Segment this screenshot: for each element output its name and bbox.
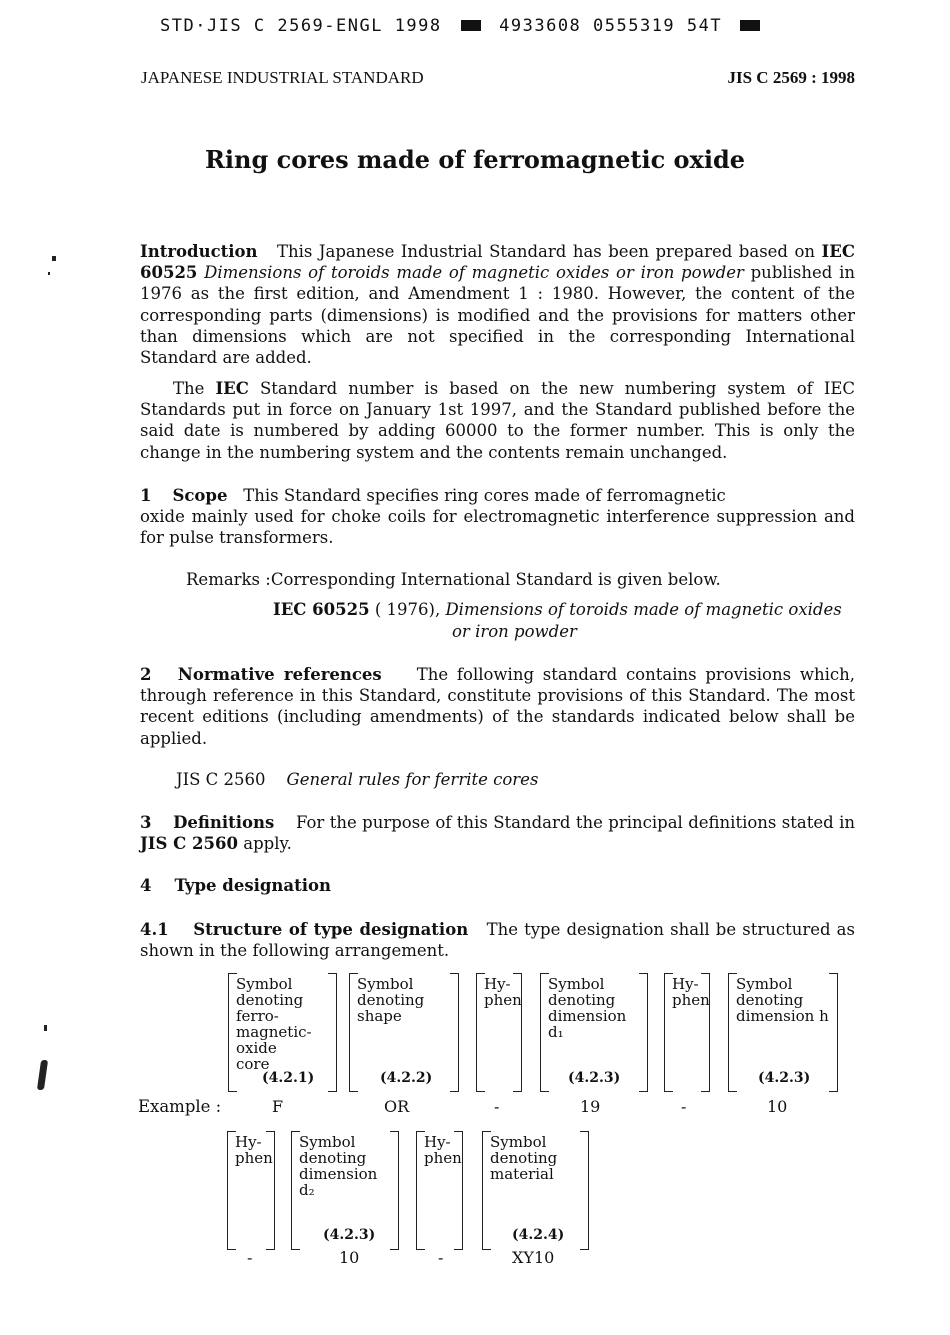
definitions-ref: JIS C 2560 (140, 834, 238, 854)
introduction-text: This Japanese Industrial Standard has been prepared based on (277, 242, 816, 261)
normative-ref-code: JIS C 2560 (176, 770, 266, 789)
cell-label-line: denoting (736, 991, 804, 1009)
running-header-right: JIS C 2569 : 1998 (727, 68, 855, 87)
row1-cell-label (548, 976, 643, 1040)
cell-label-line: Hy- (672, 975, 699, 993)
print-barcode: 4933608 0555319 54T (499, 16, 723, 36)
row2-cell-label (235, 1133, 273, 1167)
type-designation-heading (140, 876, 331, 895)
row2-cell-ref: (4.2.3) (323, 1227, 376, 1243)
introduction-text-cont: published in 1976 as the first edition, and Amendment 1 : 1980. However, the content of the corresponding parts (dimensions) is modified and the provisions for matters other than dimensions which are not specified in the corresponding International Standard are added. (140, 263, 855, 368)
type-designation-number: 4 (140, 876, 152, 895)
margin-mark (48, 272, 50, 275)
introduction-paragraph-1 (140, 241, 855, 368)
type-designation-title: Type designation (174, 876, 332, 895)
row1-cell-ref: (4.2.2) (380, 1070, 433, 1086)
intro2-text-a: The (173, 379, 205, 398)
cell-label-line: Symbol (548, 975, 605, 993)
cell-label-line: Hy- (484, 975, 511, 993)
cell-label-line: denoting (357, 991, 425, 1009)
example-label: Example : (138, 1097, 222, 1116)
row1-cell-label (736, 976, 833, 1024)
cell-label-line: d₂ (299, 1181, 315, 1199)
margin-mark (44, 1025, 47, 1031)
cell-label-line: phen (424, 1149, 462, 1167)
normative-section (140, 664, 855, 749)
scope-text: oxide mainly used for choke coils for electromagnetic interference suppression and for pulse transformers. (140, 507, 855, 548)
row2-cell-ref: (4.2.4) (512, 1227, 565, 1243)
row1-example-value: 10 (767, 1097, 788, 1116)
scope-number: 1 (140, 486, 152, 505)
barcode-block-2 (740, 20, 760, 31)
margin-mark (37, 1060, 48, 1090)
structure-heading: Structure of type designation (193, 920, 469, 939)
cell-label-line: denoting (236, 991, 304, 1009)
row1-example-value: - (681, 1097, 687, 1116)
row2-cell-label (490, 1134, 584, 1182)
normative-number: 2 (140, 665, 152, 684)
cell-label-line: denoting (548, 991, 616, 1009)
normative-text: The following standard contains provisions which, through reference in this Standard, constitute provisions of this Standard. The most recent editions (including amendments) of the standards indicated below shall be applied. (140, 665, 855, 748)
cell-label-line: material (490, 1165, 554, 1183)
page-title: Ring cores made of ferromagnetic oxide (204, 145, 746, 174)
row1-cell-ref: (4.2.1) (262, 1070, 315, 1086)
print-code: STD·JIS C 2569-ENGL 1998 (160, 16, 442, 36)
cell-label-line: Hy- (235, 1133, 262, 1151)
cell-label-line: dimension d₁ (548, 1007, 627, 1041)
cell-label-line: magnetic- (236, 1023, 312, 1041)
scope-ref (273, 600, 842, 619)
introduction-ref-title: Dimensions of toroids made of magnetic oxides or iron powder (204, 263, 744, 283)
definitions-section (140, 812, 855, 854)
row1-cell-label (484, 975, 522, 1009)
cell-label-line: denoting (490, 1149, 558, 1167)
scope-section (140, 485, 855, 549)
row2-example-value: - (438, 1248, 444, 1267)
intro2-iec: IEC (215, 379, 249, 398)
cell-label-line: ferro- (236, 1007, 279, 1025)
cell-label-line: shape (357, 1007, 402, 1025)
row1-cell-label (357, 976, 454, 1024)
scope-ref-title-1: Dimensions of toroids made of magnetic oxides (445, 600, 842, 619)
cell-label-line: Hy- (424, 1133, 451, 1151)
cell-label-line: oxide (236, 1039, 277, 1057)
structure-section (140, 919, 855, 961)
cell-label-line: Symbol (736, 975, 793, 993)
margin-mark (52, 256, 56, 261)
definitions-heading: Definitions (173, 813, 275, 832)
scope-ref-code: IEC 60525 (273, 600, 370, 619)
scope-heading: Scope (172, 486, 228, 505)
definitions-number: 3 (140, 813, 152, 832)
scope-ref-title-2: or iron powder (452, 622, 577, 641)
cell-label-line: phen (235, 1149, 273, 1167)
definitions-text: For the purpose of this Standard the principal definitions stated in (295, 813, 855, 832)
normative-ref (176, 770, 538, 789)
row1-cell-ref: (4.2.3) (758, 1070, 811, 1086)
intro2-text-b: Standard number is based on the new numbering system of IEC Standards put in force on January 1st 1997, and the Standard published before the said date is numbered by adding 60000 to the former number. This is only the change in the numbering system and the contents remain unchanged. (140, 379, 856, 462)
cell-label-line: dimension (299, 1165, 378, 1183)
structure-number: 4.1 (140, 920, 169, 939)
row2-example-value: 10 (339, 1248, 360, 1267)
row2-cell-label (424, 1133, 462, 1167)
scope-remarks: Remarks :Corresponding International Standard is given below. (186, 570, 721, 589)
row1-cell-label (236, 976, 332, 1072)
cell-label-line: core (236, 1055, 270, 1073)
cell-label-line: Symbol (236, 975, 293, 993)
cell-label-line: phen (672, 991, 710, 1009)
row2-cell-label (299, 1134, 394, 1198)
row2-example-value: XY10 (512, 1248, 555, 1267)
introduction-ref: IEC 60525 (140, 242, 855, 283)
row1-example-value: 19 (580, 1097, 601, 1116)
cell-label-line: Symbol (490, 1133, 547, 1151)
row2-example-value: - (247, 1248, 253, 1267)
scope-ref-year: ( 1976), (374, 600, 441, 619)
introduction-paragraph-2 (140, 378, 855, 463)
barcode-block-1 (461, 20, 481, 31)
normative-ref-title: General rules for ferrite cores (286, 770, 539, 789)
cell-label-line: Symbol (357, 975, 414, 993)
definitions-text-b: apply. (243, 834, 292, 854)
cell-label-line: phen (484, 991, 522, 1009)
row1-example-value: OR (384, 1097, 410, 1116)
row1-cell-ref: (4.2.3) (568, 1070, 621, 1086)
cell-label-line: Symbol (299, 1133, 356, 1151)
structure-text: The type designation shall be structured as shown in the following arrangement. (140, 920, 855, 961)
cell-label-line: denoting (299, 1149, 367, 1167)
introduction-heading: Introduction (140, 242, 258, 261)
print-header (160, 16, 760, 36)
row1-example-value: F (272, 1097, 284, 1116)
cell-label-line: dimension h (736, 1007, 829, 1025)
running-header-left: JAPANESE INDUSTRIAL STANDARD (141, 68, 424, 87)
row1-cell-label (672, 975, 710, 1009)
scope-line1: This Standard specifies ring cores made of ferromagnetic (243, 486, 726, 505)
normative-heading: Normative references (177, 665, 382, 684)
row1-example-value: - (494, 1097, 500, 1116)
